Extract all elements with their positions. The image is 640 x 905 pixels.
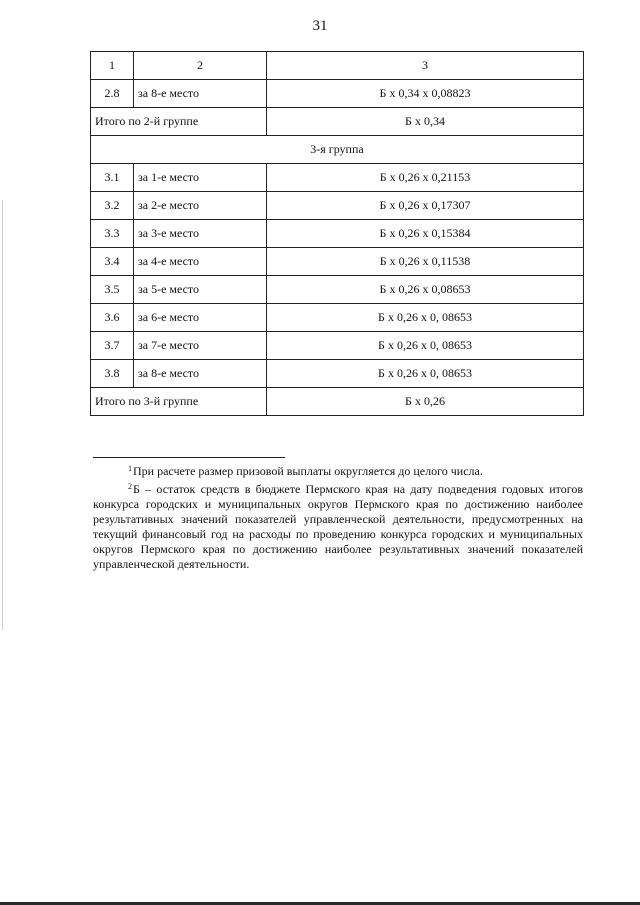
row-formula: Б х 0,26 х 0, 08653 — [267, 332, 584, 360]
row-formula: Б х 0,26 х 0, 08653 — [267, 304, 584, 332]
table-row — [91, 192, 584, 220]
row-number: 3.5 — [91, 276, 134, 304]
row-place: за 5-е место — [134, 276, 267, 304]
page-number: 31 — [312, 18, 328, 34]
table-row — [91, 220, 584, 248]
column-header-2: 2 — [134, 52, 267, 80]
table-row — [91, 332, 584, 360]
table-header-row — [91, 52, 584, 80]
row-place: за 1-е место — [134, 164, 267, 192]
group-total-formula: Б х 0,34 — [267, 108, 584, 136]
row-formula: Б х 0,26 х 0,08653 — [267, 276, 584, 304]
row-formula: Б х 0,26 х 0, 08653 — [267, 360, 584, 388]
prize-distribution-table — [90, 51, 584, 416]
row-number: 3.8 — [91, 360, 134, 388]
row-place: за 2-е место — [134, 192, 267, 220]
group-total-row — [91, 388, 584, 416]
row-number: 3.7 — [91, 332, 134, 360]
table-row — [91, 276, 584, 304]
table-row — [91, 360, 584, 388]
row-place: за 8-е место — [134, 80, 267, 108]
row-place: за 3-е место — [134, 220, 267, 248]
row-place: за 8-е место — [134, 360, 267, 388]
group-total-formula: Б х 0,26 — [267, 388, 584, 416]
table-row — [91, 164, 584, 192]
footnote-divider — [93, 457, 285, 458]
row-number: 3.1 — [91, 164, 134, 192]
footnote-2 — [93, 479, 583, 572]
row-formula: Б х 0,26 х 0,17307 — [267, 192, 584, 220]
row-number: 3.3 — [91, 220, 134, 248]
table-row — [91, 80, 584, 108]
row-number: 3.6 — [91, 304, 134, 332]
footnote-1 — [93, 461, 583, 479]
group-title-row — [91, 136, 584, 164]
row-number: 3.2 — [91, 192, 134, 220]
group-total-row — [91, 108, 584, 136]
row-formula: Б х 0,34 х 0,08823 — [267, 80, 584, 108]
row-number: 2.8 — [91, 80, 134, 108]
scan-edge-line — [2, 200, 3, 630]
row-place: за 4-е место — [134, 248, 267, 276]
footnote-text: Б – остаток средств в бюджете Пермского края на дату подведения годовых итогов конкурса городских и муниципальных округов Пермского края по достижению наиболее результативных значений показателей управленческой деятельности, предусмотренных на текущий финансовый год на расходы по проведению конкурса городских и муниципальных округов Пермского края по достижению наиболее результативных значений показателей управленческой деятельности. — [93, 482, 583, 571]
group-total-label: Итого по 2-й группе — [91, 108, 267, 136]
row-place: за 6-е место — [134, 304, 267, 332]
footnote-mark: 1 — [128, 464, 132, 473]
table-row — [91, 248, 584, 276]
footnotes — [93, 461, 583, 572]
footnote-text: При расчете размер призовой выплаты округляется до целого числа. — [133, 464, 483, 478]
column-header-1: 1 — [91, 52, 134, 80]
group-title: 3-я группа — [91, 136, 584, 164]
row-formula: Б х 0,26 х 0,15384 — [267, 220, 584, 248]
column-header-3: 3 — [267, 52, 584, 80]
row-place: за 7-е место — [134, 332, 267, 360]
row-formula: Б х 0,26 х 0,21153 — [267, 164, 584, 192]
table-row — [91, 304, 584, 332]
group-total-label: Итого по 3-й группе — [91, 388, 267, 416]
row-formula: Б х 0,26 х 0,11538 — [267, 248, 584, 276]
footnote-mark: 2 — [128, 482, 132, 491]
row-number: 3.4 — [91, 248, 134, 276]
